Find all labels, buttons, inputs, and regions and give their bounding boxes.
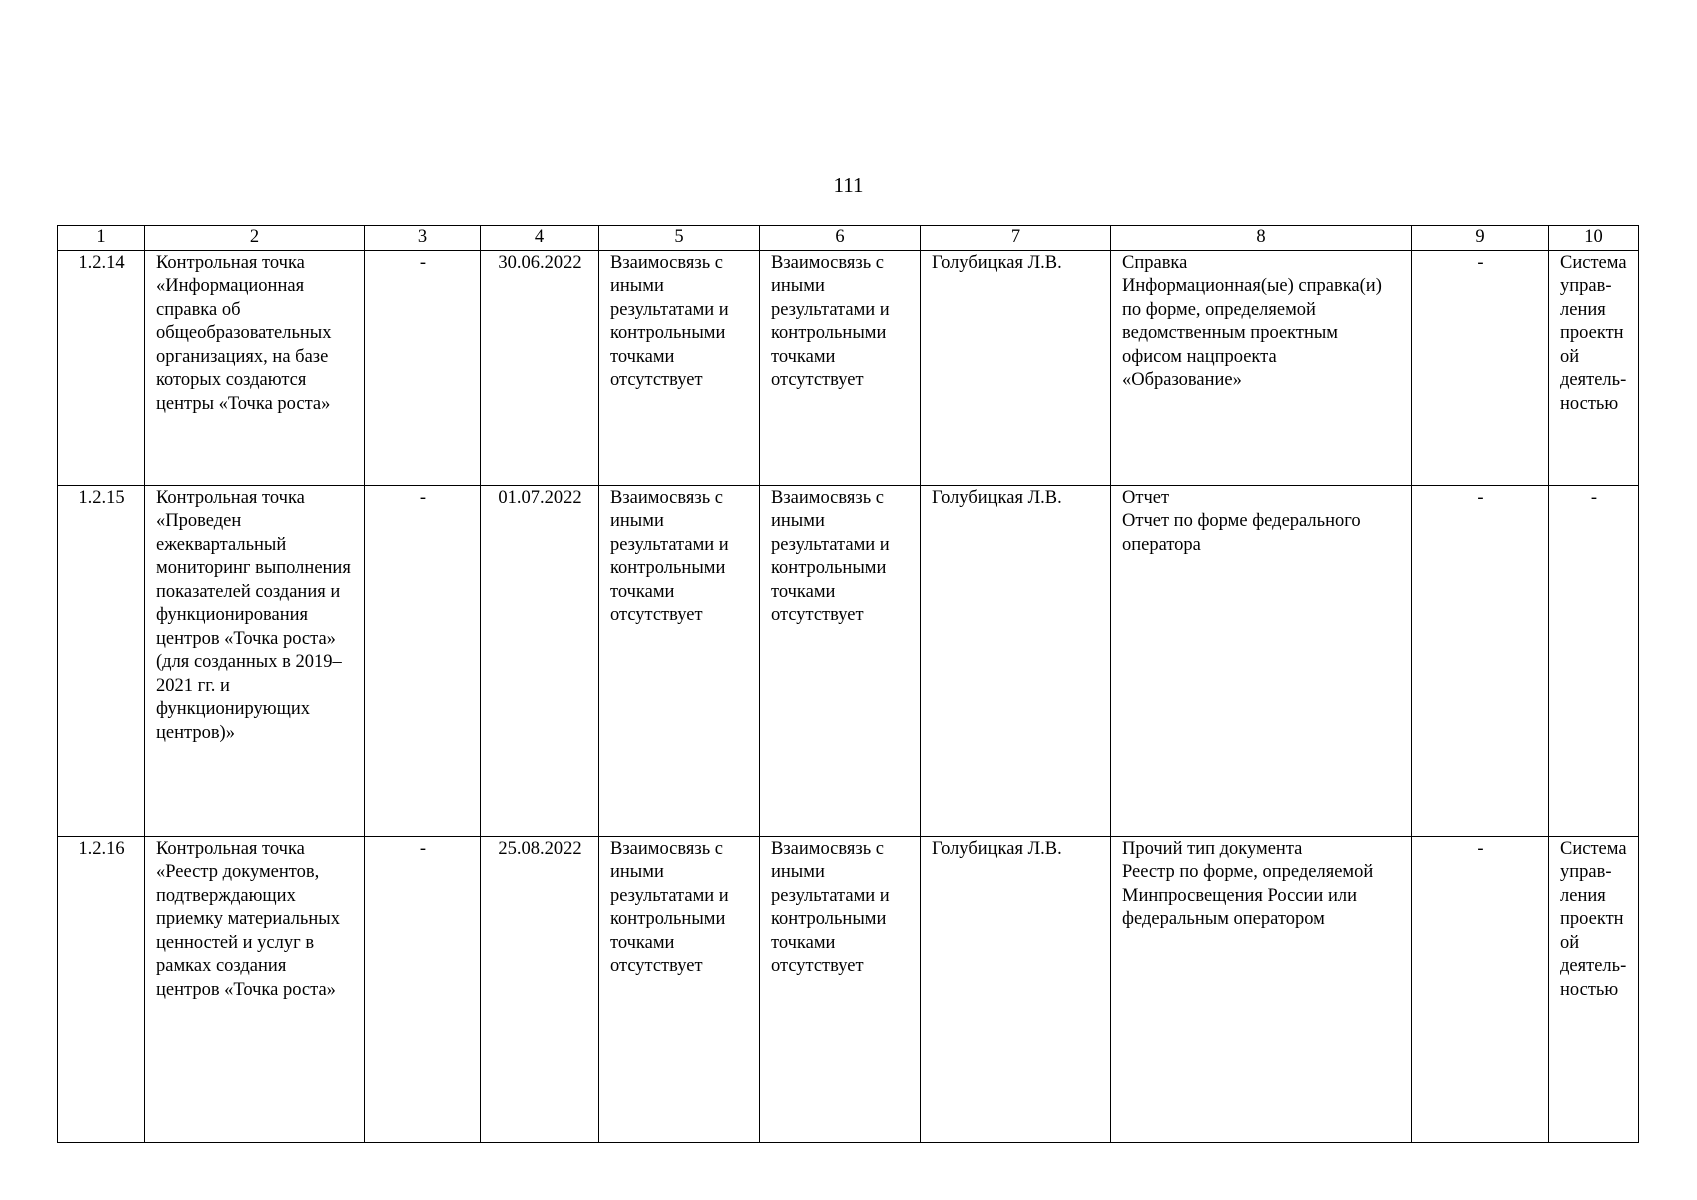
column-header: 7	[921, 226, 1111, 251]
result-document	[1111, 485, 1412, 836]
column-9-value: -	[1412, 836, 1549, 1142]
responsible-person: Голубицкая Л.В.	[921, 485, 1111, 836]
column-number-row	[58, 226, 1639, 251]
page-number: 111	[833, 173, 864, 197]
predecessor-relation: Взаимосвязь с иными результатами и контрольными точками отсутствует	[599, 250, 760, 485]
deadline-date: 01.07.2022	[481, 485, 599, 836]
column-header: 5	[599, 226, 760, 251]
responsible-person: Голубицкая Л.В.	[921, 250, 1111, 485]
document-type: Прочий тип документа	[1122, 838, 1303, 859]
information-system: Система управ-ления проектной деятель-ностью	[1549, 250, 1639, 485]
document-description: Отчет по форме федерального оператора	[1122, 511, 1361, 555]
predecessor-relation: Взаимосвязь с иными результатами и контрольными точками отсутствует	[599, 836, 760, 1142]
information-system: -	[1549, 485, 1639, 836]
table-row	[58, 250, 1639, 485]
document-type: Отчет	[1122, 487, 1170, 508]
control-point-name: Контрольная точка «Проведен ежеквартальный мониторинг выполнения показателей создания и функционирования центров «Точка роста» (для созданных в 2019–2021 гг. и функционирующих центров)»	[145, 485, 365, 836]
table-row	[58, 485, 1639, 836]
row-number: 1.2.16	[58, 836, 145, 1142]
control-point-name: Контрольная точка «Реестр документов, подтверждающих приемку материальных ценностей и услуг в рамках создания центров «Точка роста»	[145, 836, 365, 1142]
column-9-value: -	[1412, 250, 1549, 485]
table-row	[58, 836, 1639, 1142]
column-header: 10	[1549, 226, 1639, 251]
row-number: 1.2.14	[58, 250, 145, 485]
column-header: 3	[365, 226, 481, 251]
result-document	[1111, 250, 1412, 485]
column-3-value: -	[365, 250, 481, 485]
successor-relation: Взаимосвязь с иными результатами и контрольными точками отсутствует	[760, 250, 921, 485]
column-header: 4	[481, 226, 599, 251]
column-header: 8	[1111, 226, 1412, 251]
control-points-table	[57, 225, 1639, 1143]
successor-relation: Взаимосвязь с иными результатами и контрольными точками отсутствует	[760, 485, 921, 836]
column-3-value: -	[365, 836, 481, 1142]
document-description: Реестр по форме, определяемой Минпросвещения России или федеральным оператором	[1122, 862, 1374, 929]
predecessor-relation: Взаимосвязь с иными результатами и контрольными точками отсутствует	[599, 485, 760, 836]
column-9-value: -	[1412, 485, 1549, 836]
column-3-value: -	[365, 485, 481, 836]
responsible-person: Голубицкая Л.В.	[921, 836, 1111, 1142]
deadline-date: 30.06.2022	[481, 250, 599, 485]
column-header: 2	[145, 226, 365, 251]
column-header: 9	[1412, 226, 1549, 251]
document-type: Справка	[1122, 252, 1188, 273]
column-header: 6	[760, 226, 921, 251]
deadline-date: 25.08.2022	[481, 836, 599, 1142]
information-system: Система управ-ления проектной деятель-ностью	[1549, 836, 1639, 1142]
successor-relation: Взаимосвязь с иными результатами и контрольными точками отсутствует	[760, 836, 921, 1142]
result-document	[1111, 836, 1412, 1142]
document-description: Информационная(ые) справка(и) по форме, определяемой ведомственным проектным офисом нацпроекта «Образование»	[1122, 276, 1382, 390]
column-header: 1	[58, 226, 145, 251]
control-point-name: Контрольная точка «Информационная справка об общеобразовательных организациях, на базе которых создаются центры «Точка роста»	[145, 250, 365, 485]
row-number: 1.2.15	[58, 485, 145, 836]
